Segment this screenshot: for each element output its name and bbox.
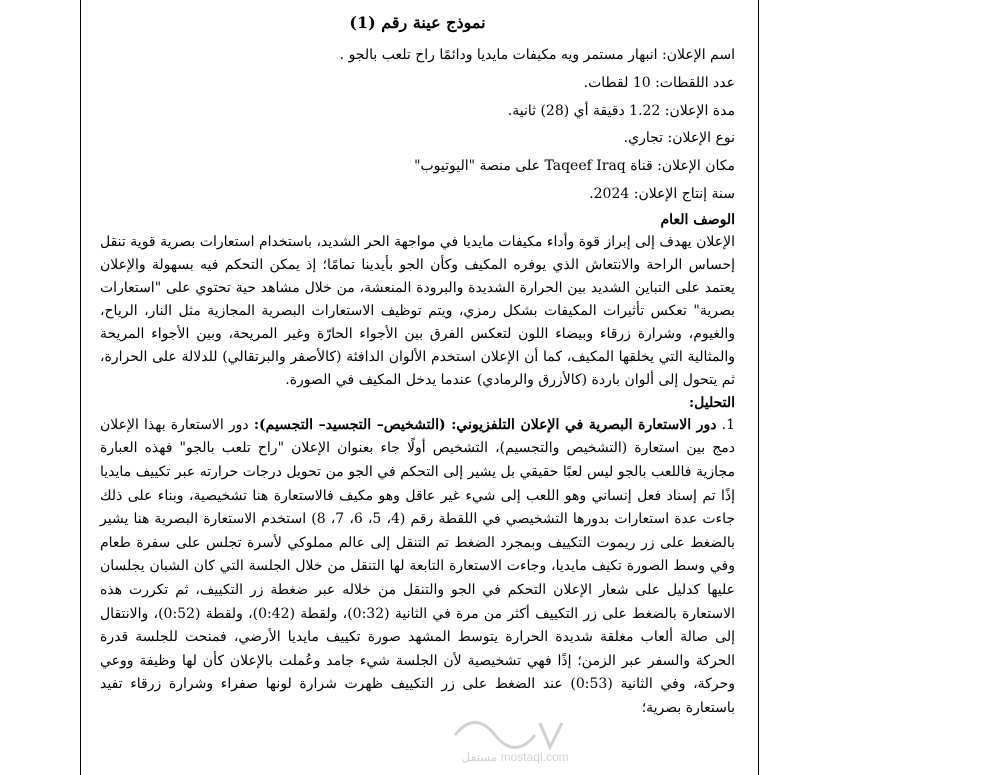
ad-name-line: اسم الإعلان: انبهار مستمر ويه مكيفات مايديا ودائمًا راح تلعب بالجو . [339, 47, 735, 63]
ad-type-line: نوع الإعلان: تجاري. [623, 130, 735, 147]
analysis-heading: التحليل: [688, 394, 735, 411]
production-year-line: سنة إنتاج الإعلان: 2024. [589, 185, 735, 202]
analysis-point-title: دور الاستعارة البصرية في الإعلان التلفزيوني: (التشخيص– التجسيد– التجسيم): [253, 416, 717, 433]
general-description-text: الإعلان يهدف إلى إبراز قوة وأداء مكيفات مايديا في مواجهة الحر الشديد، باستخدام استعارات بصرية قوية تنقل إحساس الراحة والانتعاش الذي يوفره المكيف وكأن الجو بأيدينا تمامًا؛ إذ يمكن التحكم فيه بسهولة والإعلان يعتمد على التباين الشديد بين الحرارة الشديدة والبرودة المنعشة، من خلال مشاهد حية تحتوي على "استعارات بصرية" تعكس تأثيرات المكيفات بشكل رمزي، ويتم توظيف الاستعارات البصرية المجازية مثل النار، الرياح، والغيوم، وشرارة زرقاء وبيضاء اللون لتعكس الفرق بين الأجواء الحارّة وغير المريحة، وبين الأجواء المريحة والمثالية التي يخلقها المكيف، كما أن الإعلان استخدم الألوان الدافئة (كالأصفر والبرتقالي) للدلالة على الحرارة، ثم يتحول إلى ألوان باردة (كالأزرق والرمادي) عندما يدخل المكيف في الصورة. [100, 233, 735, 388]
shots-count-line: عدد اللقطات: 10 لقطات. [583, 74, 735, 91]
analysis-point-number: 1. [721, 416, 735, 433]
page-border-right [758, 0, 759, 775]
analysis-text: دور الاستعارة بهذا الإعلان دمج بين استعارة (التشخيص والتجسيم)، التشخيص أولًا جاء بعنوان الإعلان "راح تلعب بالجو" فهذه العبارة مجازية فاللعب بالجو ليس لعبًا حقيقي بل يشير إلى التحكم في الجو من تحويل درجات حرارته عبر تكييف مايديا إذًا تم إسناد فعل إنساني وهو اللعب إلى شيء غير عاقل وهو مكيف فالاستعارة هنا تشخيصية، وبناء على ذلك جاءت عدة استعارات بدورها التشخيصي في اللقطة رقم (4، 5، 6، 7، 8) استخدم الاستعارة البصرية هنا يشير بالضغط على زر ريموت التكييف وبمجرد الضغط تم التنقل إلى عالم مملوكي لأسرة تجلس على سفرة طعام وفي وسط الصورة تكيف مايديا، وجاءت الاستعارة التابعة لها التنقل من خلال الجلسة التي كان الشبان يجلسان عليها كدليل على شعار الإعلان التحكم في الجو والتنقل من خلاله عبر ضغطة زر التكييف، ثم تكررت هذه الاستعارة بالضغط على زر التكييف أكثر من مرة في الثانية (0:32)، ولقطة (0:42)، ولقطة (0:52)، والانتقال إلى صالة ألعاب مغلقة شديدة الحرارة يتوسط المشهد صورة تكييف مايديا الأرضي، فمنحت للجلسة قدرة الحركة والسفر عبر الزمن؛ إذًا فهي تشخيصية لأن الجلسة شيء جامد وعُملت بالإعلان كأن لها وظيفة ووعي وحركة، وفي الثانية (0:53) عند الضغط على زر التكييف ظهرت شرارة لونها صفراء وشرارة زرقاء تفيد باستعارة بصرية؛ [100, 416, 736, 716]
document-body [100, 6, 735, 721]
general-description-heading: الوصف العام [660, 211, 735, 228]
ad-place-line: مكان الإعلان: قناة Taqeef Iraq على منصة "اليوتيوب" [414, 158, 735, 175]
watermark-text: مستقل mostaql.com [461, 750, 569, 764]
analysis-paragraph [100, 414, 735, 721]
page-border-left [80, 0, 81, 775]
duration-line: مدة الإعلان: 1.22 دقيقة أي (28) ثانية. [507, 102, 735, 119]
page-title: نموذج عينة رقم (1) [349, 13, 486, 32]
